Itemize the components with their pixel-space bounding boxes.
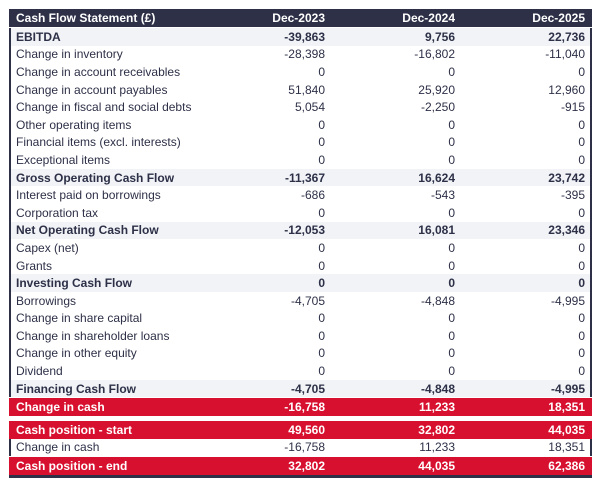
- table-row: [9, 327, 592, 345]
- row-value: 0: [578, 152, 585, 167]
- row-value: 0: [448, 117, 455, 132]
- row-value: 22,736: [548, 29, 585, 44]
- row-label: Cash position - end: [16, 459, 128, 474]
- row-value: 0: [578, 346, 585, 361]
- row-value: 0: [448, 205, 455, 220]
- row-value: 32,802: [418, 422, 455, 437]
- table-row: [9, 28, 592, 46]
- row-value: 11,233: [418, 400, 455, 415]
- table-row: [9, 380, 592, 398]
- row-value: -4,848: [420, 293, 455, 308]
- row-value: 0: [578, 276, 585, 291]
- row-value: 5,054: [294, 100, 325, 115]
- row-value: 0: [448, 276, 455, 291]
- row-value: 0: [448, 64, 455, 79]
- row-value: 0: [578, 64, 585, 79]
- row-label: Interest paid on borrowings: [16, 188, 161, 203]
- row-label: Change in shareholder loans: [16, 328, 170, 343]
- row-value: 51,840: [288, 82, 325, 97]
- row-label: Change in share capital: [16, 311, 143, 326]
- row-value: 0: [318, 64, 325, 79]
- table-body: [9, 28, 592, 475]
- table-row: [9, 292, 592, 310]
- row-value: 25,920: [418, 82, 455, 97]
- row-value: 0: [318, 258, 325, 273]
- table-title: Cash Flow Statement (£): [16, 11, 156, 25]
- row-label: Change in cash: [16, 440, 100, 455]
- row-value: 0: [578, 311, 585, 326]
- row-value: 0: [318, 311, 325, 326]
- table-row: [9, 46, 592, 64]
- row-value: 0: [578, 205, 585, 220]
- row-value: 0: [318, 135, 325, 150]
- row-value: 0: [578, 364, 585, 379]
- row-value: 0: [318, 364, 325, 379]
- cash-flow-statement-table: [9, 9, 592, 478]
- table-row: [9, 421, 592, 439]
- row-value: 0: [578, 240, 585, 255]
- table-row: [9, 169, 592, 187]
- row-value: 32,802: [288, 459, 325, 474]
- table-row: [9, 239, 592, 257]
- row-value: -4,705: [290, 381, 325, 396]
- row-value: 0: [448, 152, 455, 167]
- row-label: Change in other equity: [16, 346, 137, 361]
- table-row: [9, 186, 592, 204]
- table-header-row: [9, 9, 592, 27]
- row-value: -11,040: [545, 47, 585, 62]
- row-label: Change in account receivables: [16, 64, 181, 79]
- row-value: -4,995: [550, 293, 585, 308]
- row-label: Exceptional items: [16, 152, 111, 167]
- row-value: -12,053: [284, 223, 325, 238]
- row-value: 23,346: [548, 223, 585, 238]
- row-value: 44,035: [418, 459, 455, 474]
- row-value: 0: [318, 240, 325, 255]
- table-row: [9, 439, 592, 457]
- row-label: Change in inventory: [16, 47, 123, 62]
- row-label: Other operating items: [16, 117, 132, 132]
- table-row: [9, 98, 592, 116]
- row-label: Financial items (excl. interests): [16, 135, 181, 150]
- row-value: 9,756: [424, 29, 455, 44]
- row-value: -11,367: [284, 170, 325, 185]
- row-value: 0: [448, 328, 455, 343]
- row-value: -915: [560, 100, 585, 115]
- row-label: Gross Operating Cash Flow: [16, 170, 175, 185]
- row-value: 0: [578, 258, 585, 273]
- table-row: [9, 457, 592, 475]
- table-row: [9, 116, 592, 134]
- row-value: 16,624: [418, 170, 455, 185]
- row-value: -4,848: [420, 381, 455, 396]
- row-value: 0: [318, 328, 325, 343]
- row-label: Investing Cash Flow: [16, 276, 133, 291]
- row-value: 49,560: [288, 422, 325, 437]
- table-row: [9, 81, 592, 99]
- table-row: [9, 222, 592, 240]
- table-row: [9, 151, 592, 169]
- row-value: 11,233: [419, 440, 455, 455]
- table-row: [9, 204, 592, 222]
- row-value: -4,705: [290, 293, 325, 308]
- row-value: 44,035: [548, 422, 585, 437]
- table-row: [9, 398, 592, 416]
- row-value: 0: [448, 135, 455, 150]
- row-value: 0: [578, 117, 585, 132]
- row-label: Grants: [16, 258, 53, 273]
- row-value: -2,250: [420, 100, 455, 115]
- row-value: 0: [448, 364, 455, 379]
- table-row: [9, 257, 592, 275]
- column-header-dec-2023: Dec-2023: [272, 11, 325, 25]
- row-value: 0: [448, 346, 455, 361]
- row-value: 0: [318, 152, 325, 167]
- table-row: [9, 134, 592, 152]
- row-value: 12,960: [548, 82, 585, 97]
- column-header-dec-2024: Dec-2024: [402, 11, 455, 25]
- table-row: [9, 345, 592, 363]
- row-label: Change in account payables: [16, 82, 168, 97]
- row-value: 0: [448, 240, 455, 255]
- row-value: -16,758: [284, 440, 325, 455]
- row-label: Change in fiscal and social debts: [16, 100, 192, 115]
- row-value: 18,351: [548, 440, 585, 455]
- row-value: 0: [448, 258, 455, 273]
- table-row: [9, 310, 592, 328]
- row-value: 0: [318, 205, 325, 220]
- row-value: -39,863: [284, 29, 325, 44]
- row-value: -395: [560, 188, 585, 203]
- row-value: -686: [300, 188, 325, 203]
- table-bottom-border: [9, 475, 592, 478]
- row-value: -543: [430, 188, 455, 203]
- row-value: -16,802: [414, 47, 455, 62]
- row-label: Financing Cash Flow: [16, 381, 137, 396]
- row-label: Change in cash: [16, 400, 105, 415]
- row-label: EBITDA: [16, 29, 61, 44]
- row-label: Dividend: [16, 364, 63, 379]
- row-value: -4,995: [550, 381, 585, 396]
- row-label: Capex (net): [16, 240, 79, 255]
- row-value: 62,386: [548, 459, 585, 474]
- row-value: 0: [448, 311, 455, 326]
- row-value: 0: [578, 135, 585, 150]
- row-label: Corporation tax: [16, 205, 99, 220]
- column-header-dec-2025: Dec-2025: [532, 11, 585, 25]
- row-label: Cash position - start: [16, 422, 133, 437]
- row-label: Net Operating Cash Flow: [16, 223, 159, 238]
- row-value: 16,081: [418, 223, 455, 238]
- row-label: Borrowings: [16, 293, 77, 308]
- row-value: 23,742: [548, 170, 585, 185]
- table-row: [9, 362, 592, 380]
- table-row: [9, 274, 592, 292]
- row-value: 0: [578, 328, 585, 343]
- table-row: [9, 63, 592, 81]
- spacer-row: [9, 416, 592, 420]
- row-value: -28,398: [284, 47, 325, 62]
- row-value: -16,758: [284, 400, 325, 415]
- row-value: 0: [318, 276, 325, 291]
- row-value: 0: [318, 117, 325, 132]
- row-value: 0: [318, 346, 325, 361]
- row-value: 18,351: [548, 400, 585, 415]
